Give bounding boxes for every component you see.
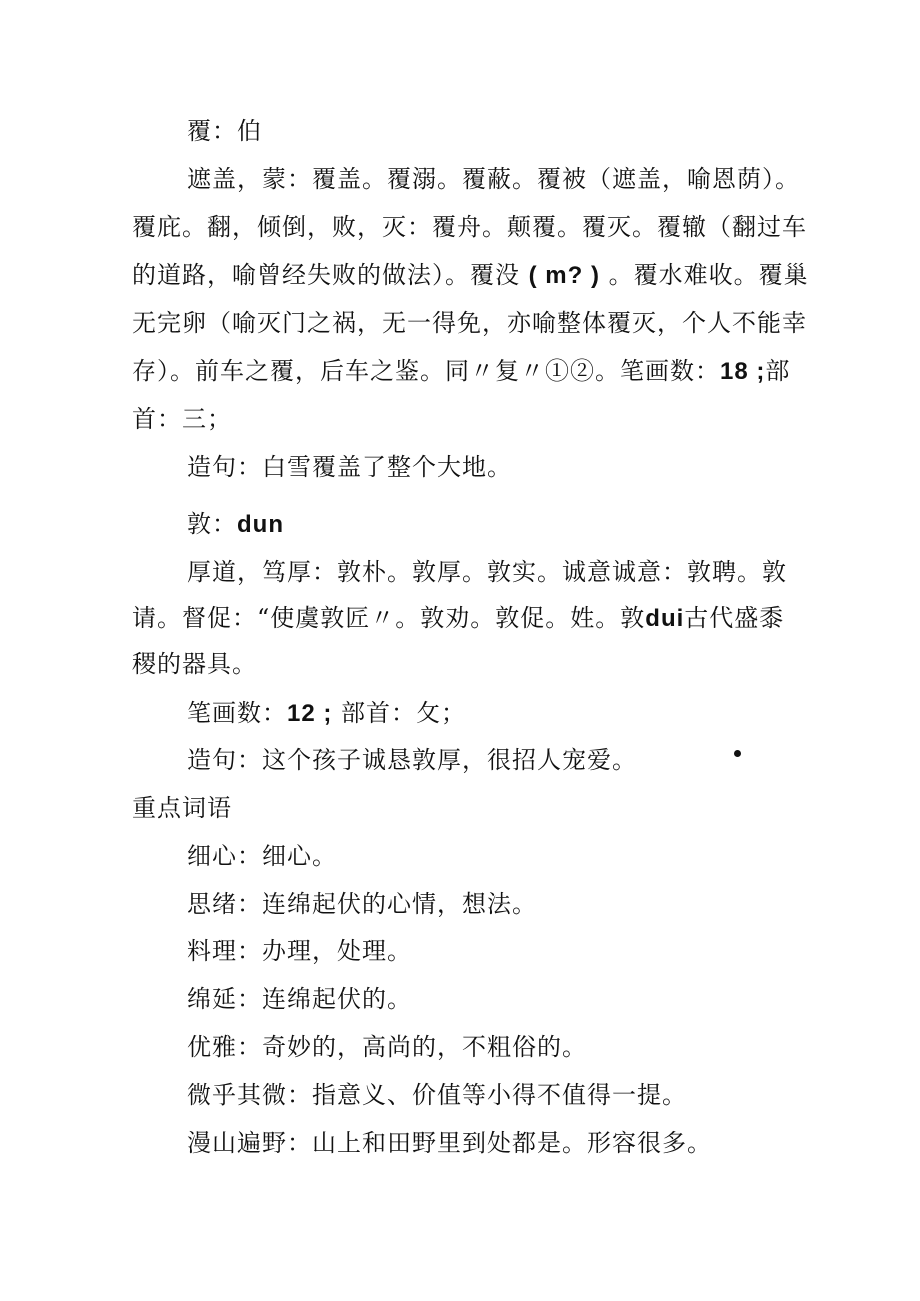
definition-text: 请。督促：“使虞敦匠〃。敦劝。敦促。姓。敦 — [132, 604, 646, 632]
definition-text: 古代盛黍 — [684, 604, 785, 632]
definition-line: 厚道，笃厚：敦朴。敦厚。敦实。诚意诚意：敦聘。敦 — [187, 558, 787, 586]
stroke-count: 18 ; — [720, 358, 766, 385]
vocab-item: 细心：细心。 — [187, 842, 337, 870]
radical: 部首：攵； — [341, 699, 466, 727]
definition-line — [132, 601, 784, 636]
entry-heading-pinyin: dun — [237, 511, 284, 538]
pinyin-note: dui — [645, 605, 685, 632]
example-sentence: 造句：这个孩子诚恳敦厚，很招人宠爱。 — [187, 746, 637, 774]
vocab-item: 料理：办理，处理。 — [187, 937, 412, 965]
stroke-label: 笔画数： — [187, 699, 287, 727]
section-title: 重点词语 — [132, 794, 232, 822]
definition-text: 的道路，喻曾经失败的做法）。覆没 — [132, 261, 520, 289]
bullet-dot — [734, 750, 741, 757]
vocab-item: 微乎其微：指意义、价值等小得不值得一提。 — [187, 1081, 687, 1109]
definition-line: 无完卵（喻灭门之祸，无一得免，亦喻整体覆灭，个人不能幸 — [132, 309, 807, 337]
definition-text: 覆水难收。覆巢 — [633, 261, 809, 289]
vocab-item: 优雅：奇妙的，高尚的，不粗俗的。 — [187, 1033, 587, 1061]
definition-line: 稷的器具。 — [132, 650, 257, 678]
vocab-item: 绵延：连绵起伏的。 — [187, 985, 412, 1013]
entry-heading-fu: 覆：伯 — [187, 117, 262, 145]
entry-heading-dun — [187, 507, 284, 542]
definition-line: 遮盖，蒙：覆盖。覆溺。覆蔽。覆被（遮盖，喻恩荫）。 — [187, 165, 800, 193]
definition-line: 的道路，喻曾经失败的做法）。覆没 ( m? ) 。覆水难收。覆巢 — [132, 261, 809, 289]
vocab-item: 漫山遍野：山上和田野里到处都是。形容很多。 — [187, 1129, 712, 1157]
pinyin-note: ( m? ) — [528, 262, 600, 289]
stroke-count: 12 ; — [287, 700, 333, 727]
definition-text: 部 — [765, 357, 791, 385]
example-sentence: 造句：白雪覆盖了整个大地。 — [187, 453, 512, 481]
definition-line — [132, 354, 790, 389]
vocab-item: 思绪：连绵起伏的心情，想法。 — [187, 890, 537, 918]
radical-line: 首：三； — [132, 405, 232, 433]
definition-line: 覆庇。翻，倾倒，败，灭：覆舟。颠覆。覆灭。覆辙（翻过车 — [132, 213, 807, 241]
entry-heading-label: 敦： — [187, 510, 237, 538]
stroke-radical-line — [187, 696, 466, 731]
definition-text: 存）。前车之覆，后车之鉴。同〃复〃①②。笔画数： — [132, 357, 720, 385]
